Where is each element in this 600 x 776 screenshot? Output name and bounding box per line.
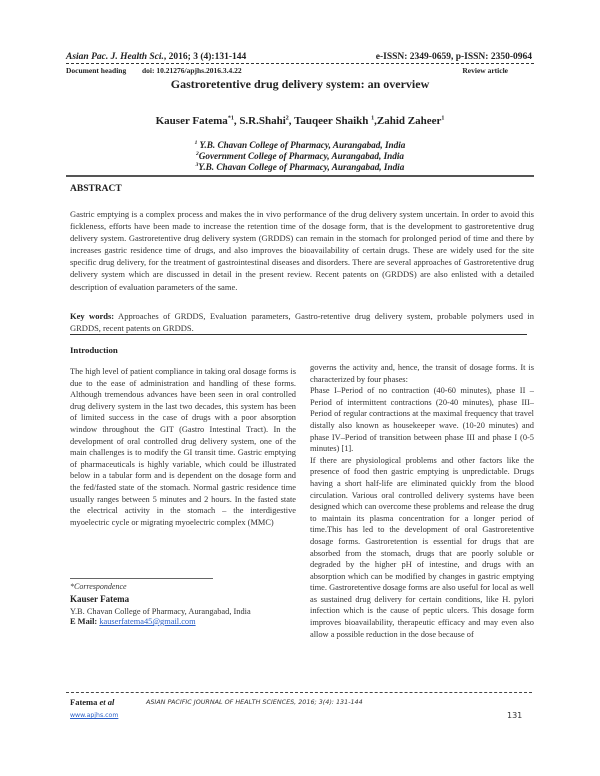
author-sup: 1 <box>371 115 375 122</box>
author-sup: *1 <box>227 115 234 122</box>
keywords-text: Approaches of GRDDS, Evaluation parameters, Gastro-retentive drug delivery system, probable polymers used in GRDDS, recent patents on GRDDS. <box>70 311 534 333</box>
body-paragraph: The high level of patient compliance in taking oral dosage forms is due to the ease of administration and handling of these forms. Although tremendous advances have been seen in oral controlled drug delivery system in the last two decades, this system has been of limited success in the case of drugs with a poor absorption window throughout the GIT (Gastro Intestinal Tract). In the development of oral controlled drug delivery system, one of the main challenges is to modify the GI transit time. Gastric emptying of pharmaceuticals is highly variable, which could be illustrated below in a tabular form and is dependent on the dosage form and the fed/fasted state of the stomach. Normal gastric residence time usually ranges between 5 minutes and 2 hours. In the fasted state the electrical activity in the stomach – the interdigestive myoelectric cycle or migrating myoelectric complex (MMC) <box>70 367 296 527</box>
document-heading-row <box>66 66 534 75</box>
issn: e-ISSN: 2349-0659, p-ISSN: 2350-0964 <box>375 52 532 62</box>
author: Zahid Zaheer <box>376 115 442 127</box>
introduction-left-column <box>70 366 296 528</box>
paper-title: Gastroretentive drug delivery system: an overview <box>170 77 430 91</box>
affiliation-text: Government College of Pharmacy, Aurangabad, India <box>198 151 405 162</box>
footer-website-link[interactable]: www.apjhs.com <box>70 712 119 719</box>
page-number: 131 <box>507 711 523 720</box>
affiliation <box>0 162 600 172</box>
affiliation-sup: 2 <box>195 151 199 157</box>
correspondence-label: *Correspondence <box>70 582 127 591</box>
correspondence-email <box>70 617 196 626</box>
body-paragraph: If there are physiological problems and other factors like the presence of food then gastric emptying is unpredictable. Drugs having a short half-life are eliminated quickly from the blood circulation. Various oral controlled delivery systems have been designed which can overcome these problems and release the drug to maintain its plasma concentration for a longer period of time.This has led to the development of oral Gastroretentive dosage forms. Gastroretention is essential for drugs that are absorbed from the stomach, drugs that are poorly soluble or degraded by the higher pH of intestine, and drugs with an absorption which can be modified by changes in gastric emptying time. Gastroretentive dosage forms are also useful for local as well as sustained drug delivery for certain conditions, like H. pylori infection which is the cause of peptic ulcers. This dosage form improves bioavailability, therapeutic efficacy and may even also allow a possible reduction in the dose because of <box>310 455 534 639</box>
affiliation <box>0 140 600 150</box>
correspondence-institution: Y.B. Chavan College of Pharmacy, Aurangabad, India <box>70 607 251 616</box>
keywords-divider <box>70 334 527 335</box>
author: Kauser Fatema <box>155 115 228 127</box>
article-type: Review article <box>462 66 508 75</box>
header-divider <box>66 63 534 64</box>
introduction-heading: Introduction <box>70 345 118 355</box>
doi: doi: 10.21276/apjhs.2016.3.4.22 <box>142 66 242 75</box>
author-list: Kauser Fatema$^{*1}$, S.R.Shahi$^2$, Tauqeer Shaikh $^1$,Zahid Zaheer$^1$ <box>155 115 445 127</box>
footer-journal: ASIAN PACIFIC JOURNAL OF HEALTH SCIENCES, 2016; 3(4): 131-144 <box>146 698 363 706</box>
document-heading-label: Document heading <box>66 66 127 75</box>
correspondence-name: Kauser Fatema <box>70 594 130 604</box>
abstract-heading: ABSTRACT <box>70 184 122 194</box>
email-link[interactable]: kauserfatema45@gmail.com <box>99 617 196 626</box>
affiliation-text: Y.B. Chavan College of Pharmacy, Aurangabad, India <box>198 162 405 173</box>
affiliation-sup: 1 <box>194 140 198 146</box>
affiliation <box>0 151 600 161</box>
footer-author <box>70 697 114 707</box>
footer-etal: et al <box>99 697 115 707</box>
affiliation-sup: 3 <box>195 162 199 168</box>
affiliation-text: Y.B. Chavan College of Pharmacy, Aurangabad, India <box>197 140 406 151</box>
journal-citation <box>66 52 246 62</box>
author-sup: 1 <box>441 115 445 122</box>
footer-author-name: Fatema <box>70 697 100 707</box>
body-paragraph: governs the activity and, hence, the transit of dosage forms. It is characterized by four phases: <box>310 363 534 384</box>
body-paragraph: Phase I–Period of no contraction (40-60 minutes), phase II –Period of intermittent contractions (20-40 minutes), phase III–Period of regular contractions at the maximal frequency that travel distally also known as housekeeper wave. (10-20 minutes) and phase IV–Period of transition between phase III and phase I (0-5 minutes) [1]. <box>310 386 534 454</box>
keywords-label: Key words: <box>70 311 115 321</box>
introduction-right-column <box>310 362 534 640</box>
section-divider <box>66 175 534 177</box>
correspondence-divider <box>70 578 213 579</box>
author-sup: 2 <box>285 115 289 122</box>
keywords <box>70 310 534 334</box>
footer-divider <box>66 692 532 693</box>
author: S.R.Shahi <box>239 115 286 127</box>
author: Tauqeer Shaikh <box>294 115 369 127</box>
abstract-text: Gastric emptying is a complex process and makes the in vivo performance of the drug delivery system uncertain. In order to avoid this fickleness, efforts have been made to increase the retention time of the dosage form, that is the development to gastroretentive drug delivery system. Gastroretentive drug delivery system (GRDDS) can remain in the stomach for prolonged period of time and there by increases gastric residence time of drugs, and also improves the bioavailability of certain drugs. These are widely used for the site specific drug delivery, for the treatment of gastrointestinal diseases and disorders. There are several approaches of Gastroretentive drug delivery system which are discussed in detail in the present review. Recent patents on (GRDDS) are also enlisted with a detailed description of evaluation parameters of the same. <box>70 209 534 292</box>
journal-name: Asian Pac. J. Health Sci. <box>66 52 164 62</box>
journal-volume: , 2016; 3 (4):131-144 <box>163 52 247 62</box>
email-label: E Mail: <box>70 617 100 626</box>
